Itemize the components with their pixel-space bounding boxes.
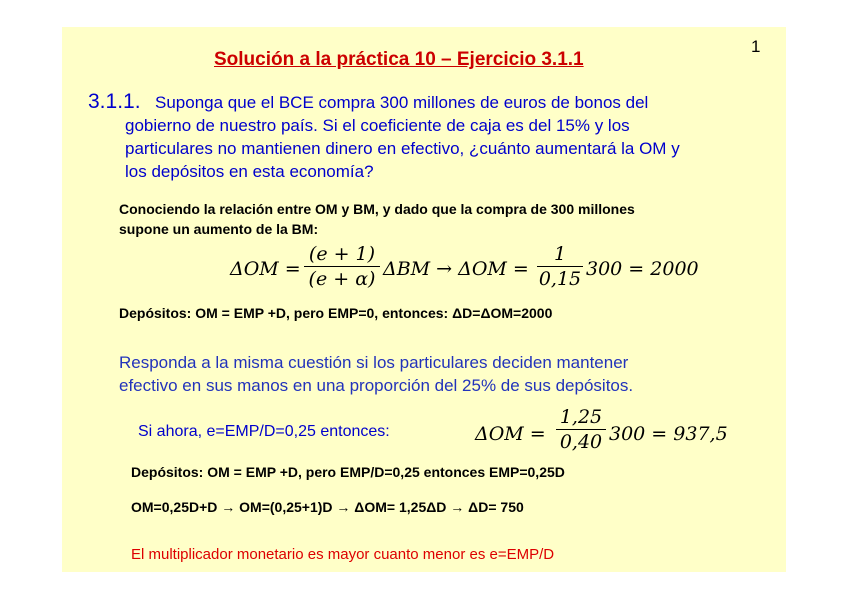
- formula-fraction-2: [537, 243, 583, 290]
- formula-lhs: ΔOM =: [475, 423, 546, 445]
- fraction-numerator: 1,25: [559, 406, 603, 428]
- formula-rhs: 300 = 937,5: [609, 423, 728, 445]
- question-number: 3.1.1.: [88, 90, 141, 113]
- conclusion-text: El multiplicador monetario es mayor cuanto menor es e=EMP/D: [131, 546, 555, 563]
- question-line: los depósitos en esta economía?: [125, 162, 374, 181]
- formula-fraction: [304, 243, 380, 290]
- answer-intro-line: supone un aumento de la BM:: [119, 221, 319, 237]
- deposits-line-2: Depósitos: OM = EMP +D, pero EMP/D=0,25 entonces EMP=0,25D: [131, 464, 565, 480]
- page-title: Solución a la práctica 10 – Ejercicio 3.1.1: [214, 49, 584, 70]
- fraction-denominator: 0,40: [559, 431, 603, 453]
- question-line: particulares no mantienen dinero en efectivo, ¿cuánto aumentará la OM y: [125, 139, 680, 158]
- question-line: gobierno de nuestro país. Si el coeficiente de caja es del 15% y los: [125, 116, 630, 135]
- deposits-line: Depósitos: OM = EMP +D, pero EMP=0, entonces: ΔD=ΔOM=2000: [119, 305, 553, 321]
- condition-text: Si ahora, e=EMP/D=0,25 entonces:: [138, 423, 390, 440]
- fraction-denominator: (e + α): [308, 268, 376, 290]
- answer-intro-line: Conociendo la relación entre OM y BM, y dado que la compra de 300 millones: [119, 201, 635, 217]
- followup-line: Responda a la misma cuestión si los particulares deciden mantener: [119, 353, 629, 372]
- formula-rhs: 300 = 2000: [586, 258, 699, 280]
- formula-lhs: ΔOM =: [230, 258, 301, 280]
- followup-line: efectivo en sus manos en una proporción del 25% de sus depósitos.: [119, 376, 634, 395]
- fraction-bar: [537, 266, 583, 267]
- derivation-line: OM=0,25D+D → OM=(0,25+1)D → ΔOM= 1,25ΔD → ΔD= 750: [131, 499, 524, 515]
- fraction-numerator: (e + 1): [308, 243, 376, 265]
- page-number: 1: [751, 37, 761, 56]
- fraction-numerator: 1: [553, 243, 567, 265]
- question-line: Suponga que el BCE compra 300 millones de euros de bonos del: [155, 93, 649, 112]
- formula-fraction: [556, 406, 606, 453]
- formula-middle: ΔBM → ΔOM =: [383, 258, 529, 280]
- fraction-bar: [556, 429, 606, 430]
- fraction-bar: [304, 266, 380, 267]
- fraction-denominator: 0,15: [538, 268, 582, 290]
